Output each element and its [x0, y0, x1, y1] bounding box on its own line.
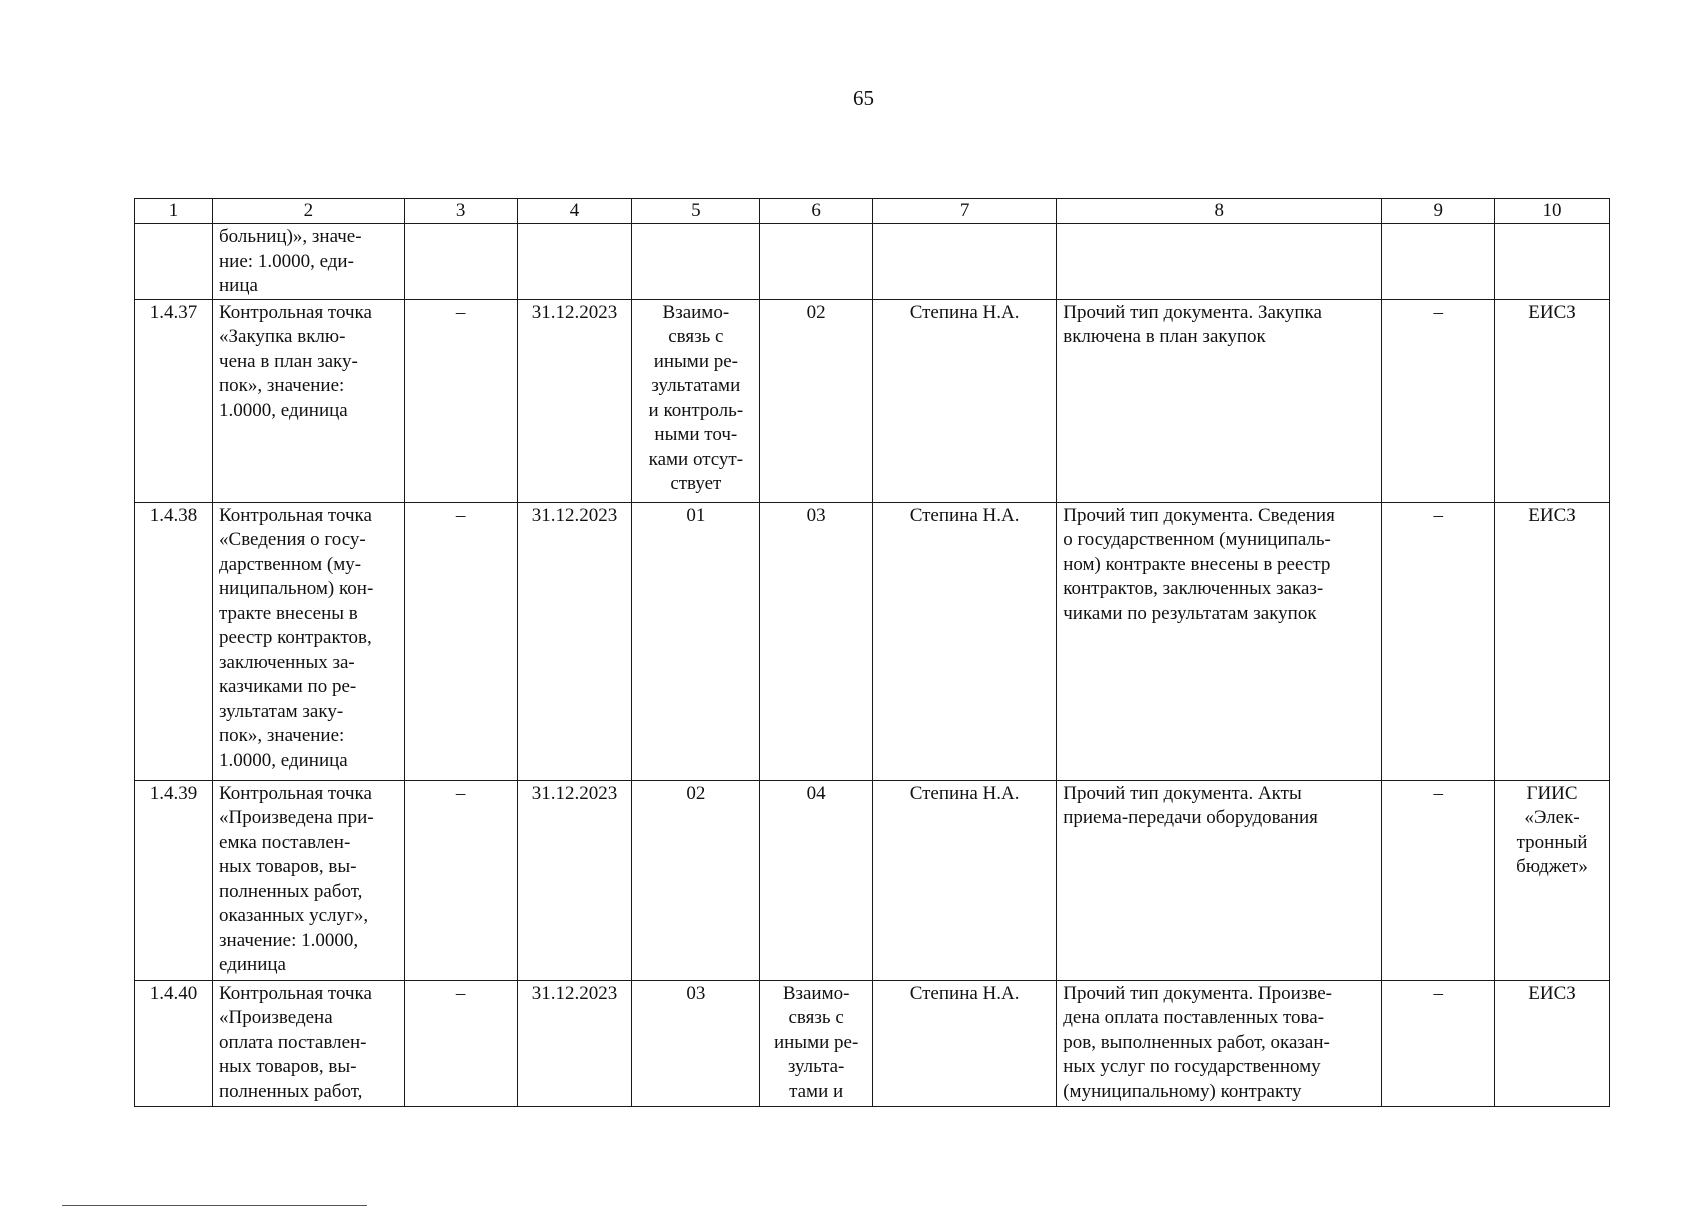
row-col3: – [404, 299, 517, 502]
table-cell [1495, 224, 1610, 300]
table-header-row [135, 199, 1610, 224]
row-col5: Взаимо- связь с иными ре- зультатами и контроль- ными точ- ками отсут- ствует [632, 299, 760, 502]
row-col6: 04 [760, 780, 873, 980]
table-row [135, 502, 1610, 780]
row-description: Контрольная точка «Закупка вклю- чена в план заку- пок», значение: 1.0000, единица [213, 299, 405, 502]
row-col9: – [1382, 502, 1495, 780]
row-date: 31.12.2023 [517, 980, 632, 1106]
table-cell [404, 224, 517, 300]
page-number: 65 [853, 86, 874, 110]
column-header-3: 3 [404, 199, 517, 224]
continuation-row [135, 224, 1610, 300]
row-description: Контрольная точка «Произведена оплата поставлен- ных товаров, вы- полненных работ, [213, 980, 405, 1106]
table-row [135, 780, 1610, 980]
table-cell [1382, 224, 1495, 300]
row-document: Прочий тип документа. Акты приема-передачи оборудования [1057, 780, 1382, 980]
row-system: ЕИСЗ [1495, 980, 1610, 1106]
row-col6: 02 [760, 299, 873, 502]
table-cell [135, 224, 213, 300]
row-description: Контрольная точка «Сведения о госу- дарственном (му- ниципальном) кон- тракте внесены в реестр контрактов, заключенных за- казчиками по ре- зультатам заку- пок», значение: 1.0000, единица [213, 502, 405, 780]
row-number: 1.4.40 [135, 980, 213, 1106]
table-cell [760, 224, 873, 300]
table-cell [632, 224, 760, 300]
row-responsible: Степина Н.А. [872, 980, 1056, 1106]
row-system: ГИИС «Элек- тронный бюджет» [1495, 780, 1610, 980]
row-number: 1.4.38 [135, 502, 213, 780]
column-header-2: 2 [213, 199, 405, 224]
row-responsible: Степина Н.А. [872, 780, 1056, 980]
row-col6: 03 [760, 502, 873, 780]
continuation-description: больниц)», значе- ние: 1.0000, еди- ница [213, 224, 405, 300]
row-col5: 03 [632, 980, 760, 1106]
row-col9: – [1382, 299, 1495, 502]
row-number: 1.4.39 [135, 780, 213, 980]
row-system: ЕИСЗ [1495, 502, 1610, 780]
row-col3: – [404, 980, 517, 1106]
row-date: 31.12.2023 [517, 299, 632, 502]
column-header-5: 5 [632, 199, 760, 224]
table-cell [517, 224, 632, 300]
row-system: ЕИСЗ [1495, 299, 1610, 502]
row-col9: – [1382, 780, 1495, 980]
column-header-1: 1 [135, 199, 213, 224]
row-col6: Взаимо- связь с иными ре- зульта- тами и [760, 980, 873, 1106]
column-header-10: 10 [1495, 199, 1610, 224]
column-header-8: 8 [1057, 199, 1382, 224]
row-date: 31.12.2023 [517, 502, 632, 780]
row-col5: 02 [632, 780, 760, 980]
row-document: Прочий тип документа. Сведения о государственном (муниципаль- ном) контракте внесены в реестр контрактов, заключенных заказ- чиками по результатам закупок [1057, 502, 1382, 780]
column-header-6: 6 [760, 199, 873, 224]
table-cell [1057, 224, 1382, 300]
row-col5: 01 [632, 502, 760, 780]
row-description: Контрольная точка «Произведена при- емка поставлен- ных товаров, вы- полненных работ, оказанных услуг», значение: 1.0000, единица [213, 780, 405, 980]
column-header-7: 7 [872, 199, 1056, 224]
row-col9: – [1382, 980, 1495, 1106]
row-col3: – [404, 780, 517, 980]
row-document: Прочий тип документа. Закупка включена в план закупок [1057, 299, 1382, 502]
row-date: 31.12.2023 [517, 780, 632, 980]
table-cell [872, 224, 1056, 300]
column-header-4: 4 [517, 199, 632, 224]
control-points-table [134, 198, 1610, 1107]
column-header-9: 9 [1382, 199, 1495, 224]
table-row [135, 299, 1610, 502]
row-responsible: Степина Н.А. [872, 299, 1056, 502]
row-col3: – [404, 502, 517, 780]
table-row [135, 980, 1610, 1106]
row-document: Прочий тип документа. Произве- дена оплата поставленных това- ров, выполненных работ, оказан- ных услуг по государственному (муниципальному) контракту [1057, 980, 1382, 1106]
row-number: 1.4.37 [135, 299, 213, 502]
row-responsible: Степина Н.А. [872, 502, 1056, 780]
